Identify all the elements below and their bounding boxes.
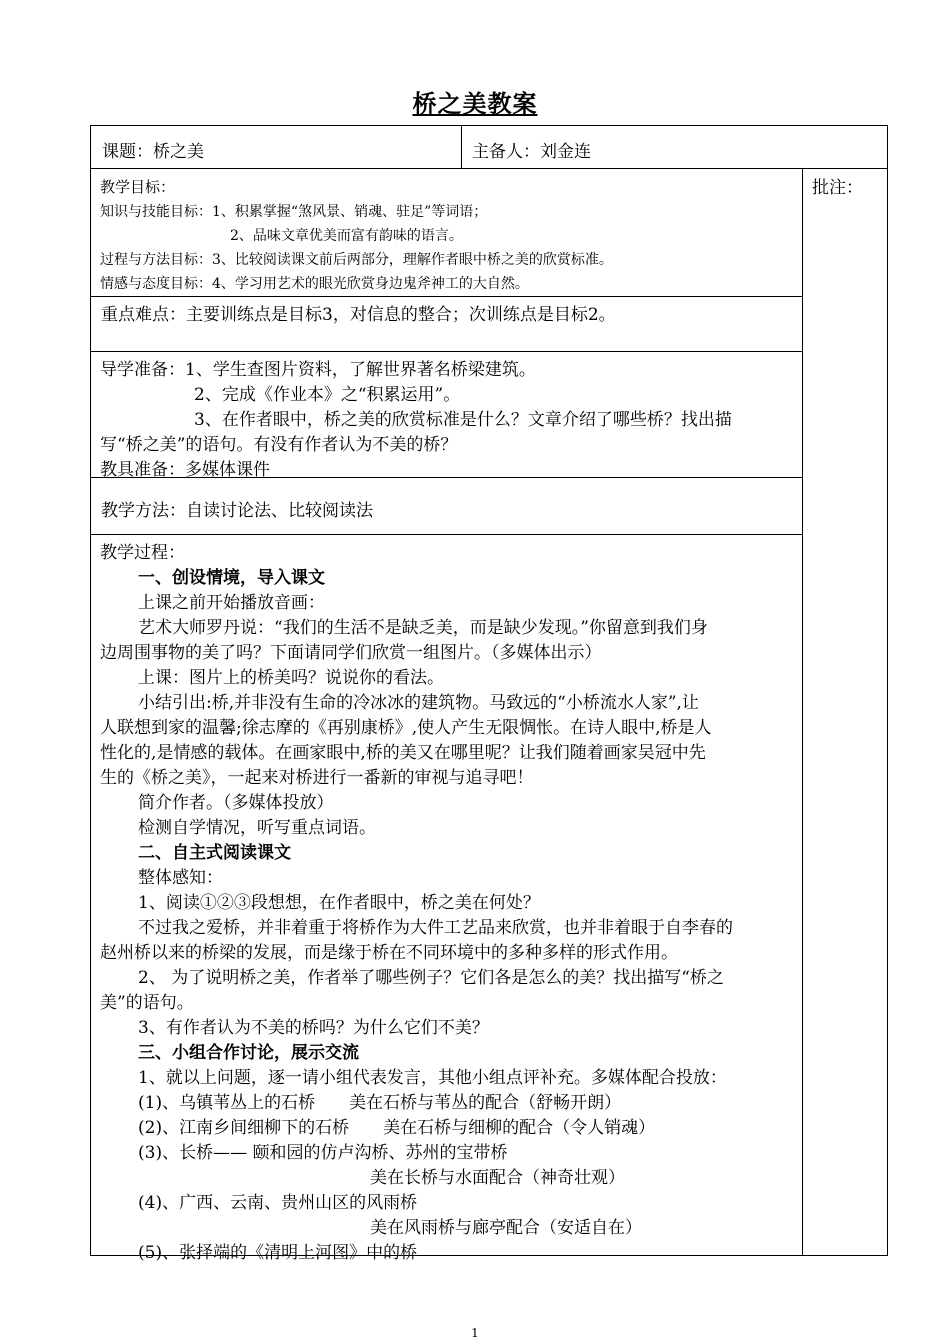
process-line: (2)、江南乡间细柳下的石桥 美在石桥与细柳的配合（令人销魂） bbox=[138, 1118, 656, 1138]
row-divider bbox=[90, 534, 802, 535]
process-line: 生的《桥之美》，一起来对桥进行一番新的审视与追寻吧！ bbox=[100, 768, 534, 788]
page-number: 1 bbox=[471, 1326, 479, 1340]
prep-line: 教具准备：多媒体课件 bbox=[100, 460, 270, 480]
process-line: (3)、长桥—— 颐和园的仿卢沟桥、苏州的宝带桥 bbox=[138, 1143, 508, 1163]
section-heading: 三、小组合作讨论，展示交流 bbox=[138, 1043, 359, 1063]
prep-line: 2、完成《作业本》之“积累运用”。 bbox=[194, 385, 461, 405]
process-line: 赵州桥以来的桥梁的发展，而是缘于桥在不同环境中的多种多样的形式作用。 bbox=[100, 943, 678, 963]
process-line: 不过我之爱桥，并非着重于将桥作为大件工艺品来欣赏，也并非着眼于自李春的 bbox=[138, 918, 733, 938]
process-line: 美”的语句。 bbox=[100, 993, 194, 1013]
prep-line: 导学准备：1、学生查图片资料，了解世界著名桥梁建筑。 bbox=[100, 360, 536, 380]
process-line: 整体感知： bbox=[138, 868, 223, 888]
process-line: 上课之前开始播放音画： bbox=[138, 593, 325, 613]
process-line: 美在风雨桥与廊亭配合（安适自在） bbox=[370, 1218, 642, 1238]
key-points: 重点难点：主要训练点是目标3，对信息的整合；次训练点是目标2。 bbox=[101, 305, 616, 325]
objectives-heading: 教学目标： bbox=[100, 178, 176, 196]
process-line: (5)、张择端的《清明上河图》中的桥 bbox=[138, 1243, 418, 1263]
process-line: 小结引出:桥,并非没有生命的冷冰冰的建筑物。马致远的“小桥流水人家”,让 bbox=[138, 693, 699, 713]
process-line: 上课：图片上的桥美吗？说说你的看法。 bbox=[138, 668, 444, 688]
objective-line: 情感与态度目标：4、学习用艺术的眼光欣赏身边鬼斧神工的大自然。 bbox=[100, 276, 529, 292]
process-line: 简介作者。（多媒体投放） bbox=[138, 793, 334, 813]
teaching-method: 教学方法：自读讨论法、比较阅读法 bbox=[101, 501, 373, 521]
section-heading: 二、自主式阅读课文 bbox=[138, 843, 291, 863]
prep-line: 写“桥之美”的语句。有没有作者认为不美的桥？ bbox=[100, 435, 458, 455]
row-divider bbox=[90, 168, 888, 169]
row-divider bbox=[90, 351, 802, 352]
process-line: 人联想到家的温馨;徐志摩的《再别康桥》,使人产生无限惆怅。在诗人眼中,桥是人 bbox=[100, 718, 712, 738]
row-divider bbox=[90, 296, 802, 297]
process-line: 艺术大师罗丹说：“我们的生活不是缺乏美，而是缺少发现。”你留意到我们身 bbox=[138, 618, 708, 638]
process-line: 1、阅读①②③段想想，在作者眼中，桥之美在何处？ bbox=[138, 893, 540, 913]
notes-column-divider bbox=[802, 168, 803, 1256]
prep-line: 3、在作者眼中，桥之美的欣赏标准是什么？文章介绍了哪些桥？找出描 bbox=[194, 410, 732, 430]
process-line: 检测自学情况，听写重点词语。 bbox=[138, 818, 376, 838]
section-heading: 一、创设情境，导入课文 bbox=[138, 568, 325, 588]
process-heading: 教学过程： bbox=[100, 543, 185, 563]
document-title: 桥之美教案 bbox=[412, 90, 538, 118]
topic-label: 课题：桥之美 bbox=[102, 142, 204, 162]
header-column-divider bbox=[461, 125, 462, 168]
process-line: 1、就以上问题，逐一请小组代表发言，其他小组点评补充。多媒体配合投放： bbox=[138, 1068, 727, 1088]
process-line: (4)、广西、云南、贵州山区的风雨桥 bbox=[138, 1193, 418, 1213]
preparer-label: 主备人：刘金连 bbox=[472, 142, 591, 162]
notes-label: 批注： bbox=[812, 178, 863, 198]
process-line: 边周围事物的美了吗？下面请同学们欣赏一组图片。（多媒体出示） bbox=[100, 643, 602, 663]
process-line: 3、有作者认为不美的桥吗？为什么它们不美？ bbox=[138, 1018, 489, 1038]
process-line: 性化的,是情感的载体。在画家眼中,桥的美又在哪里呢？让我们随着画家吴冠中先 bbox=[100, 743, 706, 763]
process-line: 2、 为了说明桥之美，作者举了哪些例子？它们各是怎么的美？找出描写“桥之 bbox=[138, 968, 724, 988]
objective-line: 过程与方法目标：3、比较阅读课文前后两部分，理解作者眼中桥之美的欣赏标准。 bbox=[100, 252, 613, 268]
objective-line: 2、品味文章优美而富有韵味的语言。 bbox=[230, 228, 463, 244]
process-line: 美在长桥与水面配合（神奇壮观） bbox=[370, 1168, 625, 1188]
objective-line: 知识与技能目标：1、积累掌握“煞风景、销魂、驻足”等词语； bbox=[100, 204, 488, 220]
process-line: (1)、乌镇苇丛上的石桥 美在石桥与苇丛的配合（舒畅开朗） bbox=[138, 1093, 622, 1113]
